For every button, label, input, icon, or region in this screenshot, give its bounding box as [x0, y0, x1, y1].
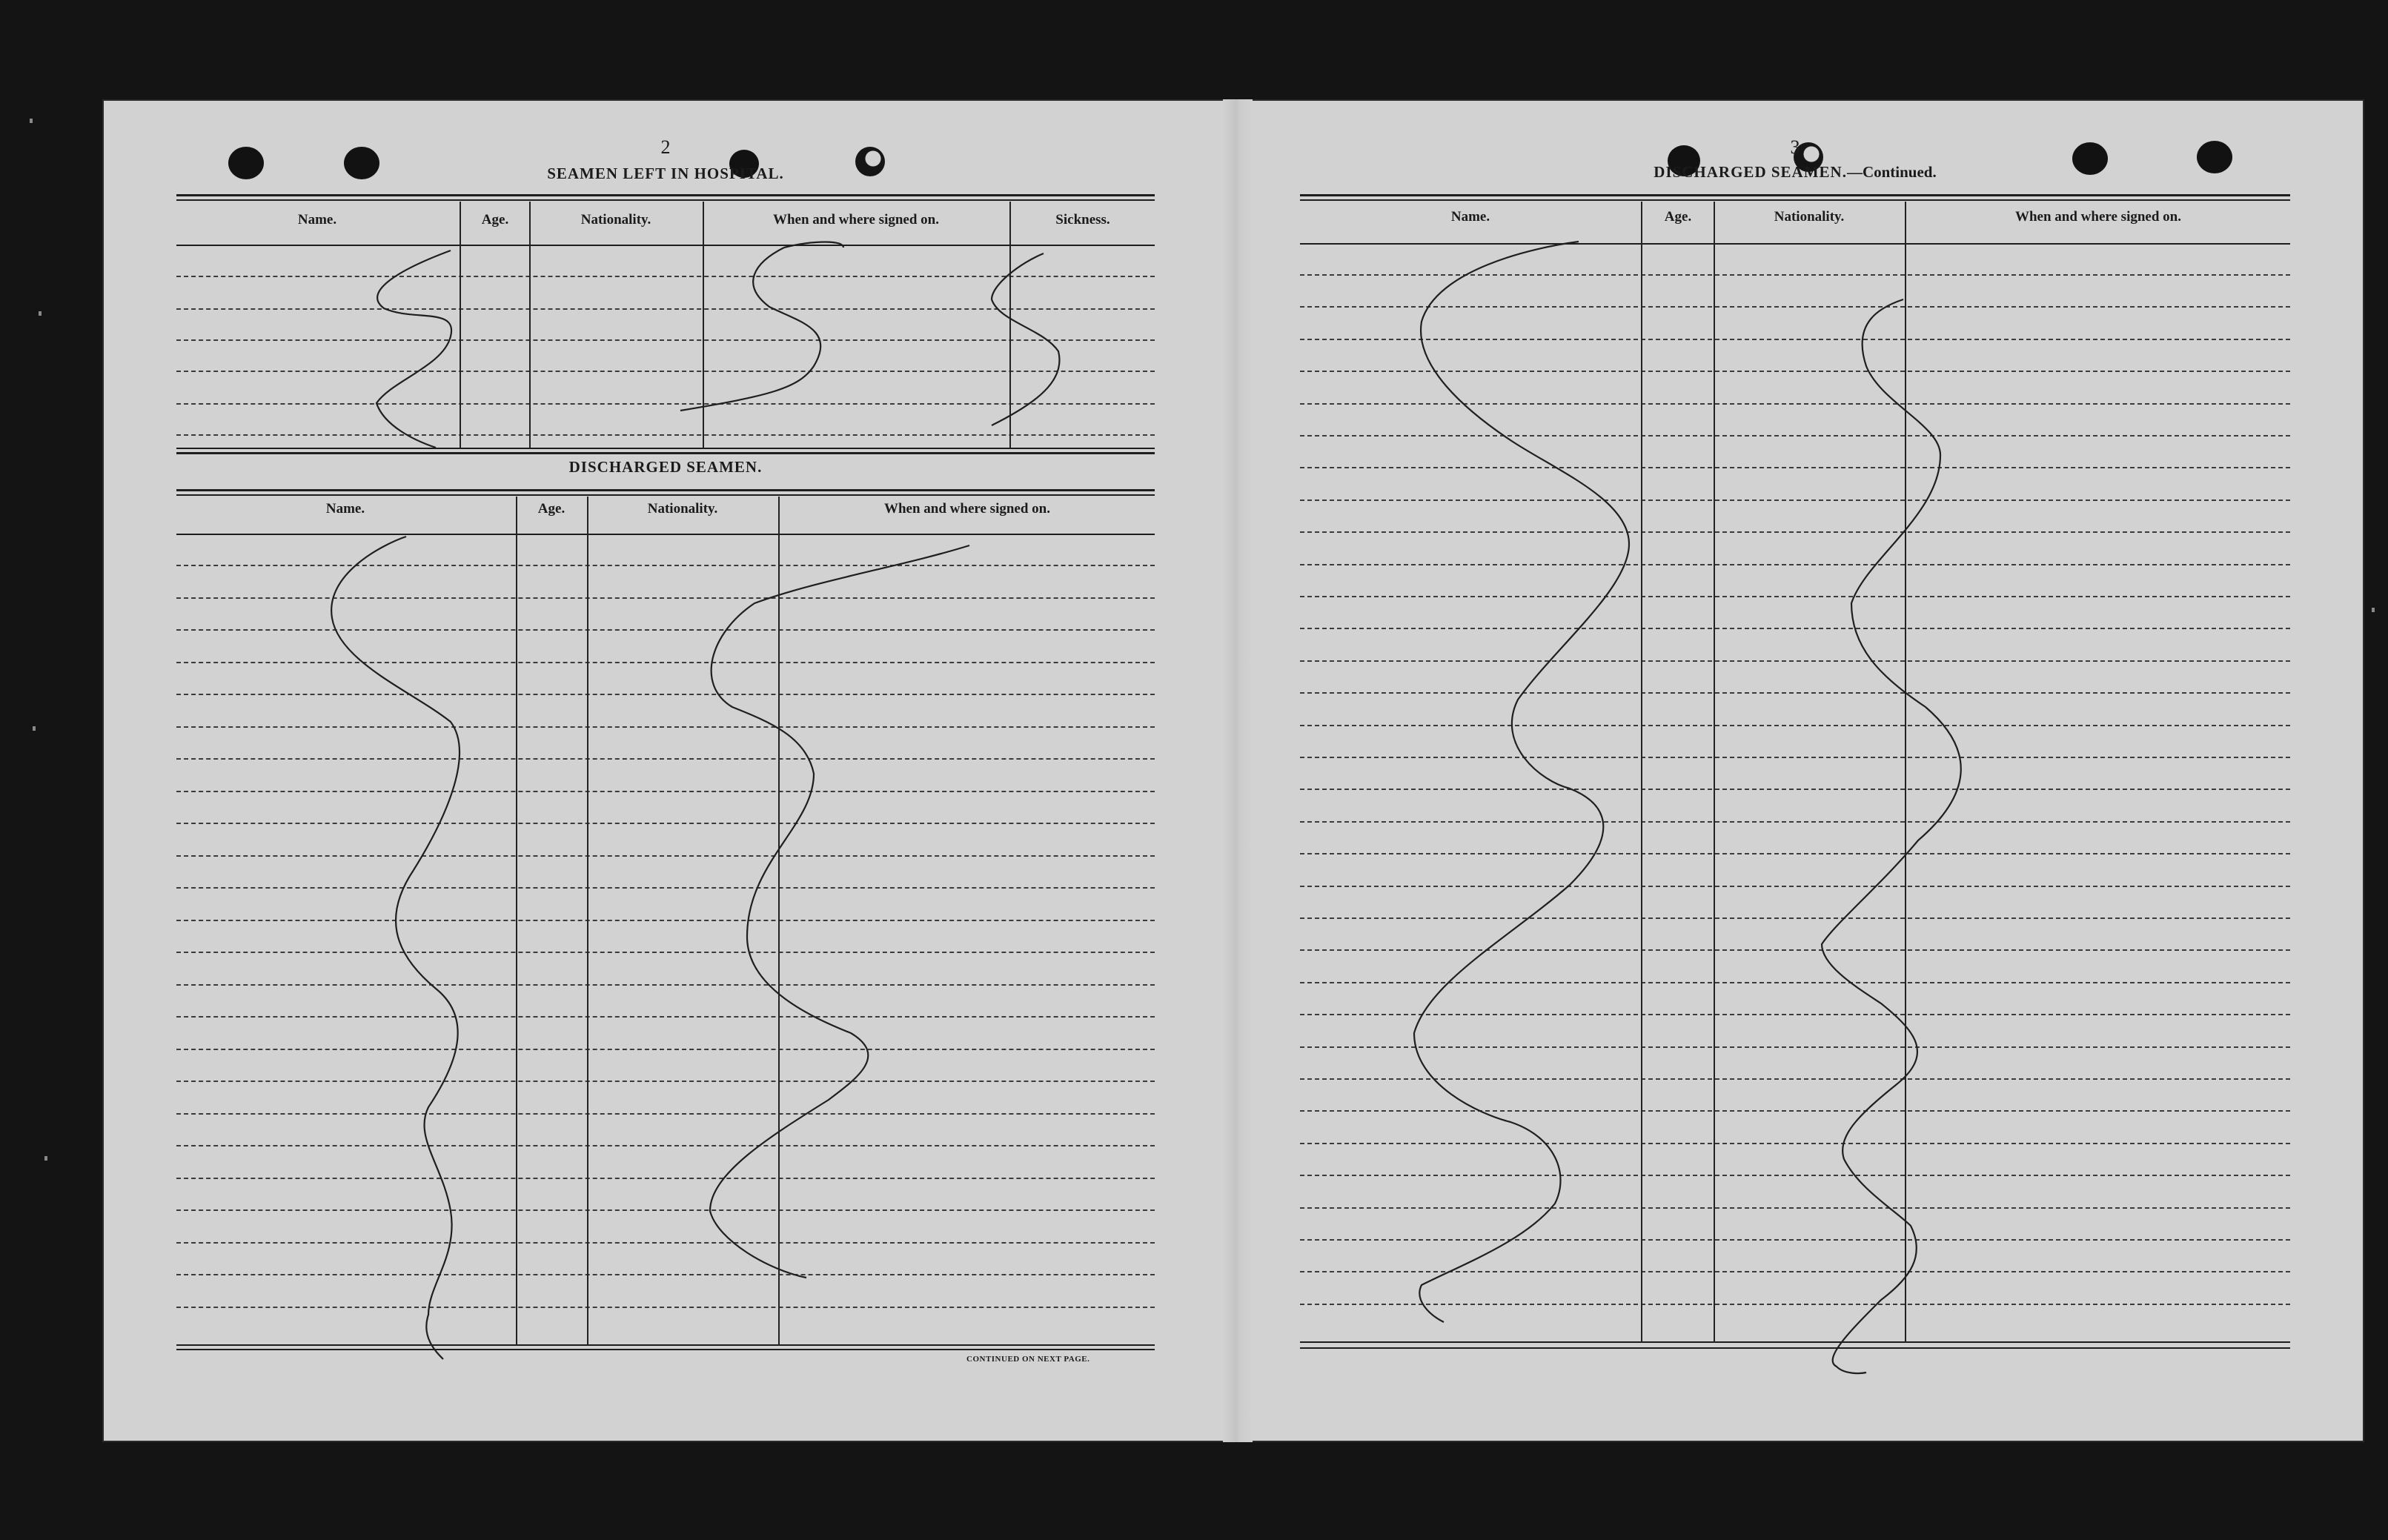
entry-line [1300, 821, 2290, 823]
column-divider [1905, 202, 1906, 1343]
column-divider [516, 497, 517, 1346]
entry-line [1300, 725, 2290, 726]
rule [1300, 1347, 2290, 1349]
scan-speck [39, 311, 42, 316]
rule [176, 452, 1155, 454]
entry-line [1300, 1110, 2290, 1112]
column-header-nationality: Nationality. [647, 501, 718, 517]
rule [176, 448, 1155, 449]
column-divider [587, 497, 588, 1346]
entry-line [1300, 531, 2290, 533]
entry-line [1300, 339, 2290, 340]
column-divider [778, 497, 780, 1346]
entry-line [176, 855, 1155, 857]
entry-line [176, 308, 1155, 310]
entry-line [1300, 467, 2290, 468]
entry-line [1300, 1239, 2290, 1241]
title-suffix: —Continued. [1846, 163, 1937, 181]
entry-line [1300, 1143, 2290, 1144]
left-page [176, 99, 1155, 1442]
column-divider [1009, 202, 1011, 449]
entry-line [176, 1016, 1155, 1018]
entry-line [176, 1178, 1155, 1179]
entry-line [1300, 949, 2290, 951]
column-header-signed-on: When and where signed on. [883, 501, 1050, 517]
column-header-name: Name. [325, 501, 365, 517]
entry-line [1300, 564, 2290, 565]
entry-line [176, 629, 1155, 631]
entry-line [1300, 917, 2290, 919]
entry-line [1300, 1271, 2290, 1272]
column-header-sickness: Sickness. [1055, 212, 1110, 228]
column-divider [1641, 202, 1642, 1343]
rule [176, 199, 1155, 201]
entry-line [176, 276, 1155, 277]
column-divider [1714, 202, 1715, 1343]
entry-line [1300, 371, 2290, 372]
entry-line [1300, 757, 2290, 758]
entry-line [1300, 596, 2290, 597]
scan-speck [30, 119, 33, 123]
entry-line [176, 662, 1155, 663]
entry-line [176, 1209, 1155, 1211]
entry-line [1300, 628, 2290, 629]
entry-line [176, 887, 1155, 889]
column-header-age: Age. [481, 212, 509, 228]
rule [176, 489, 1155, 491]
entry-line [1300, 403, 2290, 405]
entry-line [1300, 306, 2290, 308]
page-number: 2 [660, 136, 671, 158]
rule [176, 1349, 1155, 1350]
entry-line [1300, 982, 2290, 983]
column-divider [460, 202, 461, 449]
title-text: DISCHARGED SEAMEN. [1654, 163, 1847, 181]
scan-speck [44, 1156, 47, 1161]
continued-note: CONTINUED ON NEXT PAGE. [966, 1355, 1090, 1364]
entry-line [176, 758, 1155, 760]
column-header-name: Name. [297, 212, 337, 228]
right-page [1300, 99, 2290, 1442]
entry-line [176, 371, 1155, 372]
entry-line [1300, 1304, 2290, 1305]
rule [1300, 1341, 2290, 1343]
column-header-age: Age. [537, 501, 566, 517]
discharged-section-title: DISCHARGED SEAMEN. [568, 458, 763, 476]
hospital-section-title: SEAMEN LEFT IN HOSPITAL. [547, 165, 784, 182]
entry-line [1300, 692, 2290, 694]
entry-line [176, 1307, 1155, 1308]
entry-line [176, 1081, 1155, 1082]
entry-line [176, 823, 1155, 824]
entry-line [176, 434, 1155, 436]
column-divider [703, 202, 704, 449]
entry-line [1300, 274, 2290, 276]
entry-line [176, 984, 1155, 986]
entry-line [1300, 435, 2290, 437]
entry-line [176, 791, 1155, 792]
column-header-nationality: Nationality. [580, 212, 651, 228]
entry-line [176, 597, 1155, 599]
entry-line [176, 339, 1155, 341]
entry-line [176, 1113, 1155, 1115]
entry-line [176, 694, 1155, 695]
entry-line [176, 1145, 1155, 1146]
entry-line [176, 920, 1155, 921]
entry-line [1300, 499, 2290, 501]
rule [176, 534, 1155, 535]
entry-line [1300, 1014, 2290, 1015]
entry-line [1300, 886, 2290, 887]
page-fold [1223, 99, 1253, 1442]
column-header-nationality: Nationality. [1774, 209, 1845, 225]
entry-line [176, 565, 1155, 566]
entry-line [176, 1242, 1155, 1244]
entry-line [176, 952, 1155, 953]
column-header-signed-on: When and where signed on. [772, 212, 939, 228]
column-divider [529, 202, 531, 449]
entry-line [176, 726, 1155, 728]
entry-line [1300, 1207, 2290, 1209]
entry-line [1300, 1078, 2290, 1080]
rule [1300, 199, 2290, 201]
discharged-continued-title [1300, 163, 2290, 182]
column-header-signed-on: When and where signed on. [2014, 209, 2181, 225]
entry-line [1300, 1175, 2290, 1176]
entry-line [176, 1049, 1155, 1050]
column-header-name: Name. [1450, 209, 1490, 225]
page-number: 3 [1790, 136, 1800, 158]
rule [176, 494, 1155, 496]
entry-line [1300, 1046, 2290, 1048]
rule [1300, 194, 2290, 196]
entry-line [176, 1274, 1155, 1275]
rule [176, 245, 1155, 246]
ledger-sheet [102, 99, 2364, 1442]
scan-speck [2372, 608, 2375, 612]
entry-line [1300, 660, 2290, 662]
column-header-age: Age. [1664, 209, 1692, 225]
rule [176, 194, 1155, 196]
entry-line [1300, 853, 2290, 854]
entry-line [176, 403, 1155, 405]
rule [176, 1344, 1155, 1346]
scan-speck [33, 726, 36, 731]
entry-line [1300, 789, 2290, 790]
rule [1300, 243, 2290, 245]
